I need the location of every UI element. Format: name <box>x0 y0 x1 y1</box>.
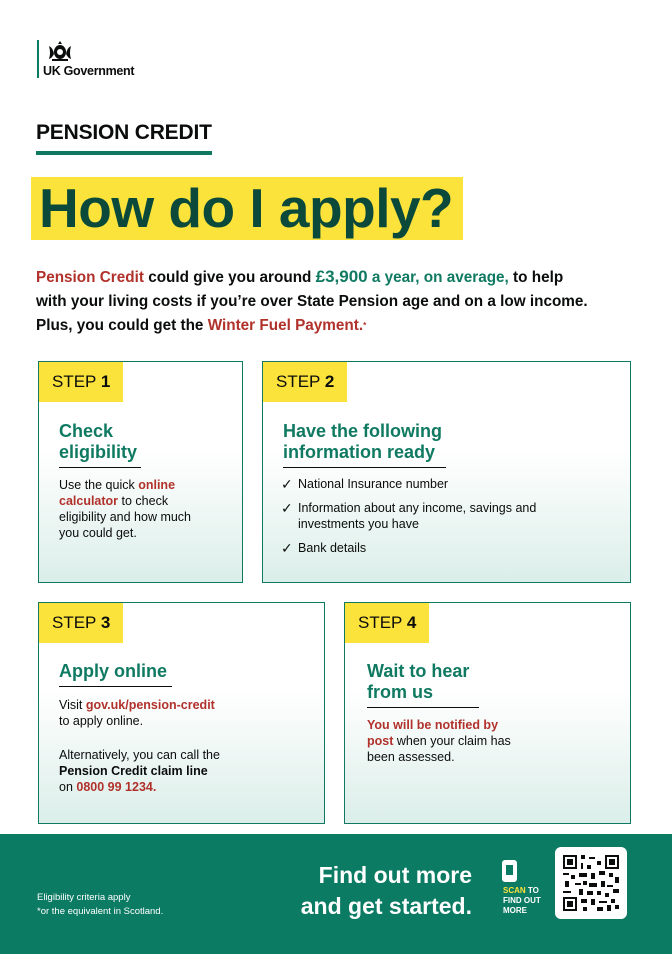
visit-line <box>59 697 299 713</box>
punctuation: . <box>152 780 157 794</box>
title-line: information ready <box>283 442 436 462</box>
checklist-text: Information about any income, savings and investments you have <box>298 501 537 531</box>
step-1-title <box>59 421 141 468</box>
title-line: Check <box>59 421 114 441</box>
check-icon: ✓ <box>281 476 293 492</box>
phone-number-link[interactable]: 0800 99 1234 <box>76 780 153 794</box>
checklist-text: National Insurance number <box>298 477 449 491</box>
qr-code[interactable] <box>555 847 627 919</box>
body-text: to check eligibility and how much you could get. <box>59 494 192 540</box>
body-text: on <box>59 780 77 794</box>
amount-period: a year, on average, <box>367 269 509 286</box>
phone-icon <box>502 860 517 882</box>
step-number: 4 <box>406 613 417 632</box>
step-4-card <box>344 602 631 824</box>
eligibility-note: Eligibility criteria apply <box>37 892 131 903</box>
page-title: How do I apply? <box>31 177 463 240</box>
scan-word: SCAN <box>503 886 526 895</box>
claim-line-name: Pension Credit claim line <box>59 764 208 778</box>
step-3-title: Apply online <box>59 661 172 687</box>
step-4-body <box>367 717 517 765</box>
footnote-mark: * <box>363 321 367 330</box>
section-kicker: PENSION CREDIT <box>36 121 212 155</box>
step-label: STEP <box>358 613 403 632</box>
title-line: eligibility <box>59 442 138 462</box>
checklist-text: Bank details <box>298 541 367 555</box>
step-label: STEP <box>52 613 97 632</box>
step-number: 2 <box>324 372 335 391</box>
amount-value: £3,900 <box>315 267 368 286</box>
intro-text: to help with your living costs if you’re over State Pension age and on a low income. Plus, you could get the <box>36 269 588 334</box>
body-text: when your claim has been assessed. <box>367 734 511 764</box>
intro-text: could give you around <box>143 269 316 286</box>
step-2-card <box>262 361 631 583</box>
footer-banner <box>0 834 672 954</box>
winter-fuel-link[interactable]: Winter Fuel Payment. <box>207 317 364 334</box>
claim-line <box>59 763 299 779</box>
pension-credit-term: Pension Credit <box>36 269 144 286</box>
title-line: Wait to hear <box>367 661 470 681</box>
step-1-tab <box>39 362 123 402</box>
step-3-tab <box>39 603 123 643</box>
step-number: 3 <box>100 613 111 632</box>
step-label: STEP <box>52 372 97 391</box>
step-4-tab <box>345 603 429 643</box>
title-line: Have the following <box>283 421 443 441</box>
uk-government-logo <box>37 40 134 78</box>
step-3-card <box>38 602 325 824</box>
royal-crest-icon <box>46 40 74 62</box>
checklist-item <box>281 540 581 556</box>
step-2-title <box>283 421 446 468</box>
body-text: to apply online. <box>59 714 144 728</box>
scotland-note: *or the equivalent in Scotland. <box>37 906 164 917</box>
step-number: 1 <box>100 372 111 391</box>
gov-uk-link[interactable]: gov.uk/pension-credit <box>85 698 215 712</box>
body-text: Alternatively, you can call the <box>59 748 220 762</box>
check-icon: ✓ <box>281 540 293 556</box>
call-to-action <box>301 860 472 922</box>
info-checklist <box>281 476 581 564</box>
footer-footnote <box>37 891 163 919</box>
cta-line: Find out more <box>318 862 472 888</box>
intro-paragraph <box>36 265 596 338</box>
title-line: from us <box>367 682 434 702</box>
checklist-item <box>281 500 581 532</box>
phone-line <box>59 779 299 795</box>
body-text: Use the quick <box>59 478 139 492</box>
scan-text: TO FIND OUT MORE <box>503 886 541 915</box>
logo-text: UK Government <box>43 64 135 78</box>
qr-code-icon <box>563 855 619 911</box>
notified-by-post: You will be notified by post <box>367 718 499 748</box>
cta-line: and get started. <box>300 893 472 919</box>
step-label: STEP <box>276 372 321 391</box>
step-1-body <box>59 477 209 541</box>
scan-instruction <box>503 886 555 916</box>
check-icon: ✓ <box>281 500 293 516</box>
step-2-tab <box>263 362 347 402</box>
step-1-card <box>38 361 243 583</box>
online-calculator-link[interactable]: online calculator <box>59 478 176 508</box>
step-4-title <box>367 661 479 708</box>
body-text: Visit <box>59 698 86 712</box>
checklist-item <box>281 476 581 492</box>
step-3-body <box>59 697 299 795</box>
